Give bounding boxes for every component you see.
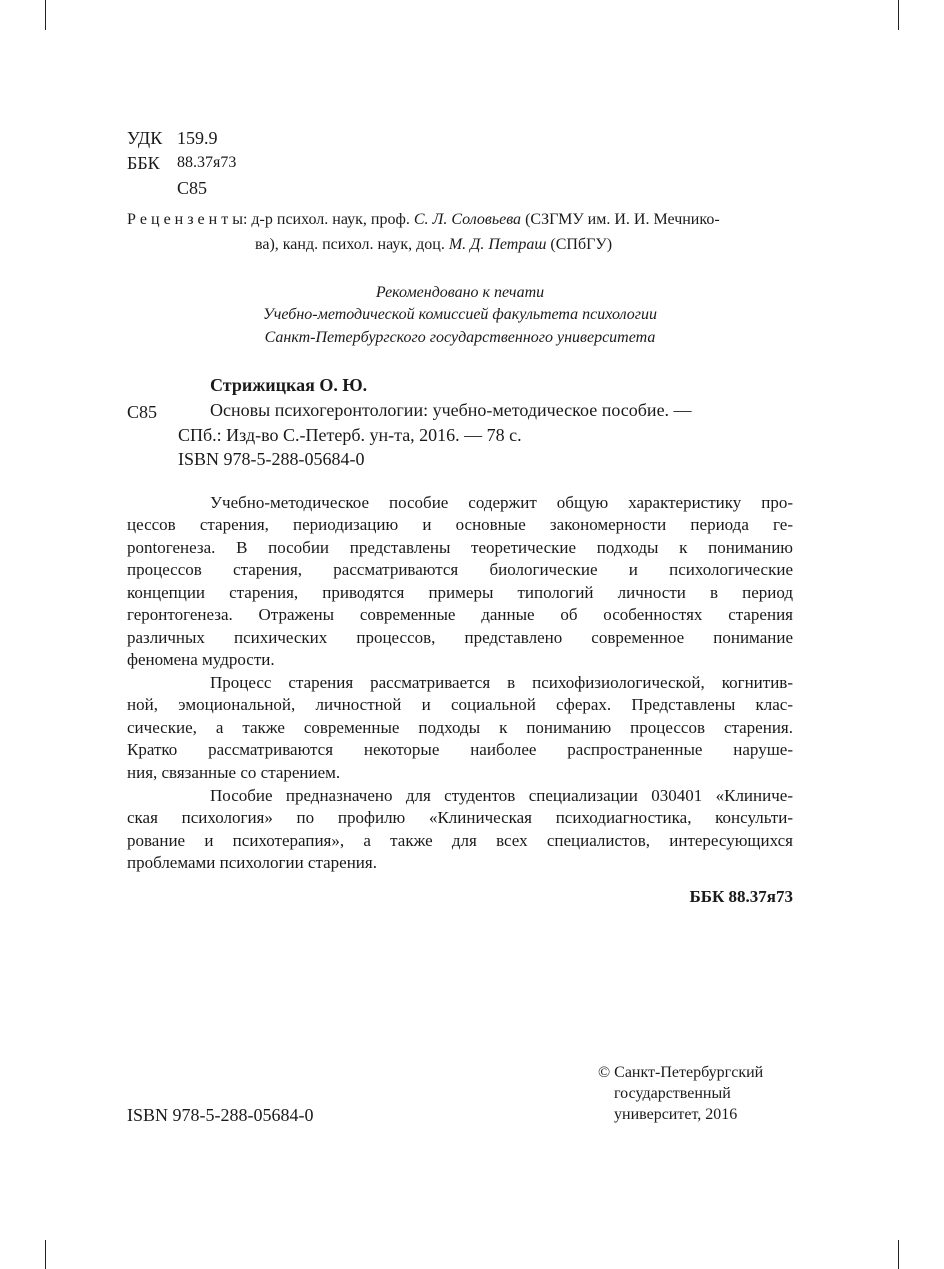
crop-mark [45,0,46,30]
abstract-line: проблемами психологии старения. [127,853,377,872]
udk-label: УДК [127,128,163,148]
reviewer-1-title: д-р психол. наук, проф. [251,211,410,228]
abstract-line: ной, эмоциональной, личностной и социальной сферах. Представлены клас- [127,695,793,714]
copyright-line: университет, 2016 [614,1106,738,1123]
abstract-line: Учебно-методическое пособие содержит общую характеристику про- [210,493,793,512]
reviewer-2-affiliation: (СПбГУ) [550,236,613,253]
bbk-value: 88.37я73 [177,154,237,171]
abstract-line: процессов старения, рассматриваются биологические и психологические [127,560,793,579]
reviewers-label: Р е ц е н з е н т ы: [127,211,248,228]
reviewer-2-title: ва), канд. психол. наук, доц. [255,236,445,253]
abstract-line: ния, связанные со старением. [127,763,341,782]
abstract-line: феномена мудрости. [127,650,275,669]
reviewer-1-affiliation: (СЗГМУ им. И. И. Мечнико- [525,211,720,228]
udk-value: 159.9 [177,128,218,148]
abstract-line: концепции старения, приводятся примеры типологий личности в период [127,583,793,602]
abstract-line: цессов старения, периодизацию и основные закономерности периода ге- [127,515,793,534]
abstract-line: геронтогенеза. Отражены современные данные об особенностях старения [127,605,793,624]
book-title: Основы психогеронтологии: учебно-методическое пособие. — [210,400,692,420]
crop-mark [45,1240,46,1269]
recommendation-line: Санкт-Петербургского государственного университета [264,329,656,346]
abstract-line: рование и психотерапия», а также для всех специалистов, интересующихся [127,831,793,850]
crop-mark [898,1240,899,1269]
bbk-label: ББК [127,153,160,173]
reviewer-1-name: С. Л. Соловьева [413,211,522,228]
abstract-line: Пособие предназначено для студентов специализации 030401 «Клиниче- [210,786,793,805]
copyright-line: государственный [614,1085,731,1102]
abstract-line: ская психология» по профилю «Клиническая психодиагностика, консульти- [127,808,793,827]
abstract-line: рontогенеза. В пособии представлены теоретические подходы к пониманию [127,538,793,557]
footer-isbn: ISBN 978-5-288-05684-0 [127,1105,314,1125]
abstract-line: Кратко рассматриваются некоторые наиболее распространенные наруше- [127,740,793,759]
reviewer-2-name: М. Д. Петраш [448,236,547,253]
reviewers-line-1 [127,209,720,231]
author-mark: С85 [177,178,208,198]
abstract-line: Процесс старения рассматривается в психофизиологической, когнитив- [210,673,793,692]
copyright-line: © Санкт-Петербургский [598,1064,764,1081]
abstract-line: различных психических процессов, представлено современное понимание [127,628,793,647]
book-mark: С85 [127,402,158,422]
abstract-line: сические, а также современные подходы к пониманию процессов старения. [127,718,793,737]
book-isbn: ISBN 978-5-288-05684-0 [178,449,365,469]
recommendation-line: Учебно-методической комиссией факультета психологии [263,306,657,323]
book-author: Стрижицкая О. Ю. [210,375,368,395]
recommendation-line: Рекомендовано к печати [375,284,545,301]
book-imprint: СПб.: Изд-во С.-Петерб. ун-та, 2016. — 78 с. [178,425,522,445]
bbk-footer: ББК 88.37я73 [689,887,793,906]
crop-mark [898,0,899,30]
reviewers-line-2 [255,234,612,256]
